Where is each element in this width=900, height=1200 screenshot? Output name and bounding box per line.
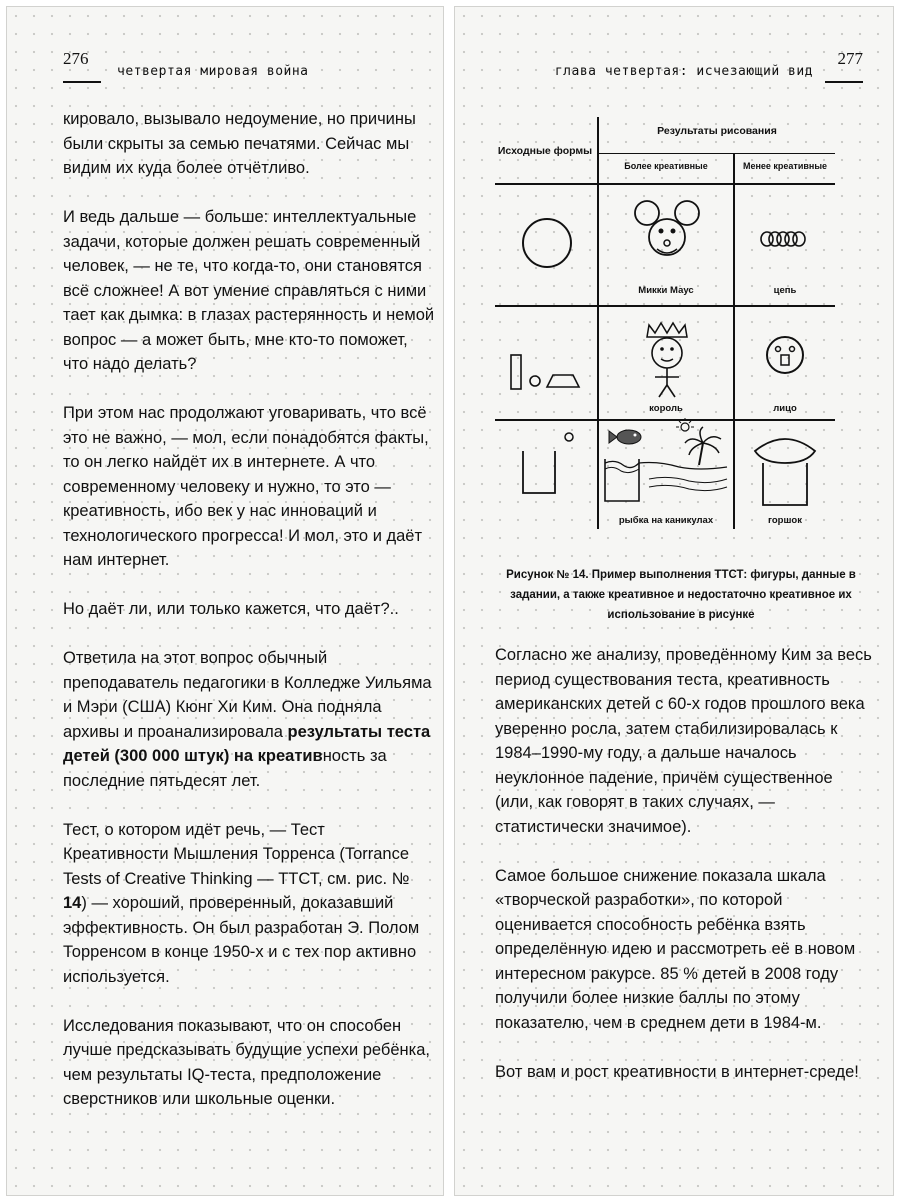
right-page (454, 6, 894, 1196)
text-run: ) — хороший, проверенный, доказавший эффективность. Он был разработан Э. Полом Торренсом в конце 1950-х и с тех пор активно используется. (63, 894, 420, 986)
page-number: 277 (837, 49, 863, 68)
label-mickey: Микки Маус (638, 285, 694, 296)
text-run: Согласно же анализу, проведённому Ким за весь период существования теста, креативность американских детей с 60-х годов прошлого века уверенно росла, затем стабилизировалась к 1984–1990-му году, а дальше началось неуклонное падение, причём существенное (или, как говорят в таких случаях, — статистически значимое). (495, 646, 872, 836)
running-head: глава четвертая: исчезающий вид (554, 64, 813, 79)
text-run: Тест, о котором идёт речь, — Тест Креативности Мышления Торренса (Torrance Tests of Creative Thinking — ТТСТ, см. рис. № (63, 820, 410, 888)
page-number: 276 (63, 49, 89, 68)
label-face: лицо (773, 403, 797, 414)
face-drawing-icon (735, 307, 835, 403)
text-run: И ведь дальше — больше: интеллектуальные задачи, которые должен решать современный человек, — не те, что когда-то, они становятся всё сложнее! А вот умение справляться с ними тает как дымка: в глазах растерянность и немой вопрос — а может быть, мне кто-то поможет, что надо делать? (63, 208, 435, 373)
king-drawing-icon (599, 307, 733, 403)
paragraph (63, 205, 435, 377)
body-text (495, 643, 875, 1109)
rectangle-circle-trapezoid-shapes-icon (495, 307, 597, 419)
text-run: Вот вам и рост креативности в интернет-среде! (495, 1062, 859, 1081)
paragraph (63, 597, 435, 622)
text-run: При этом нас продолжают уговаривать, что всё это не важно, — мол, если понадобятся факты, то он легко найдёт их в интернете. А что современному человеку и нужно, то это — креативность, ибо век у нас инноваций и технологического прогресса! И мол, это и даёт нам интернет. (63, 404, 429, 569)
text-run: Самое большое снижение показала шкала «творческой разработки», по которой оценивается способность ребёнка взять определённую идею и рассмотреть её в новом интересном ракурсе. 85 % детей в 2008 году получили более низкие баллы по этому показателю, чем в среднем дети в 1984-м. (495, 866, 856, 1032)
open-rectangle-and-circle-shapes-icon (495, 421, 597, 529)
header-rule (825, 81, 863, 83)
pot-drawing-icon (735, 421, 835, 513)
label-king: король (649, 403, 683, 414)
header-less-creative: Менее креативные (742, 161, 828, 171)
text-run: Исследования показывают, что он способен лучше предсказывать будущие успехи ребёнка, чем результаты IQ-теста, предположение сверстников или школьные оценки. (63, 1016, 430, 1108)
bold-text: 14 (63, 894, 82, 912)
chain-drawing-icon (735, 185, 835, 285)
fish-on-vacation-drawing-icon (599, 421, 733, 513)
header-more-creative: Более креативные (624, 161, 708, 171)
figure-14 (495, 117, 856, 621)
label-fish: рыбка на каникулах (618, 515, 714, 526)
header-drawing-results: Результаты рисования (657, 125, 777, 137)
label-chain: цепь (773, 285, 797, 296)
table-rule (597, 153, 835, 154)
body-text (63, 107, 435, 1136)
text-run: ность за последние пятьдесят лет. (63, 747, 387, 790)
paragraph (63, 646, 435, 793)
figure-caption: Рисунок № 14. Пример выполнения ТТСТ: фигуры, данные в задании, а также креативное и недостаточно креативное их использование в рисунке (506, 569, 856, 621)
label-pot: горшок (768, 515, 802, 526)
bold-text: результаты теста детей (300 000 штук) на креатив (63, 722, 431, 765)
paragraph (63, 818, 435, 990)
running-head: четвертая мировая война (117, 64, 309, 79)
paragraph (495, 864, 875, 1036)
text-run: кировало, вызывало недоумение, но причины были скрыты за семью печатями. Сейчас мы видим их куда более отчётливо. (63, 110, 416, 177)
text-run: Но даёт ли, или только кажется, что даёт?.. (63, 600, 399, 618)
header-rule (63, 81, 101, 83)
circle-shape-icon (495, 185, 597, 305)
mickey-mouse-drawing-icon (599, 185, 733, 285)
left-page (6, 6, 444, 1196)
paragraph (495, 1060, 875, 1085)
paragraph (495, 643, 875, 839)
text-run: Ответила на этот вопрос обычный преподаватель педагогики в Колледже Уильяма и Мэри (США) Кюнг Хи Ким. Она подняла архивы и проанализировала (63, 649, 432, 741)
paragraph (63, 107, 435, 181)
header-source-forms: Исходные формы (497, 145, 593, 157)
paragraph (63, 1014, 435, 1112)
figure-table (495, 117, 835, 529)
paragraph (63, 401, 435, 573)
